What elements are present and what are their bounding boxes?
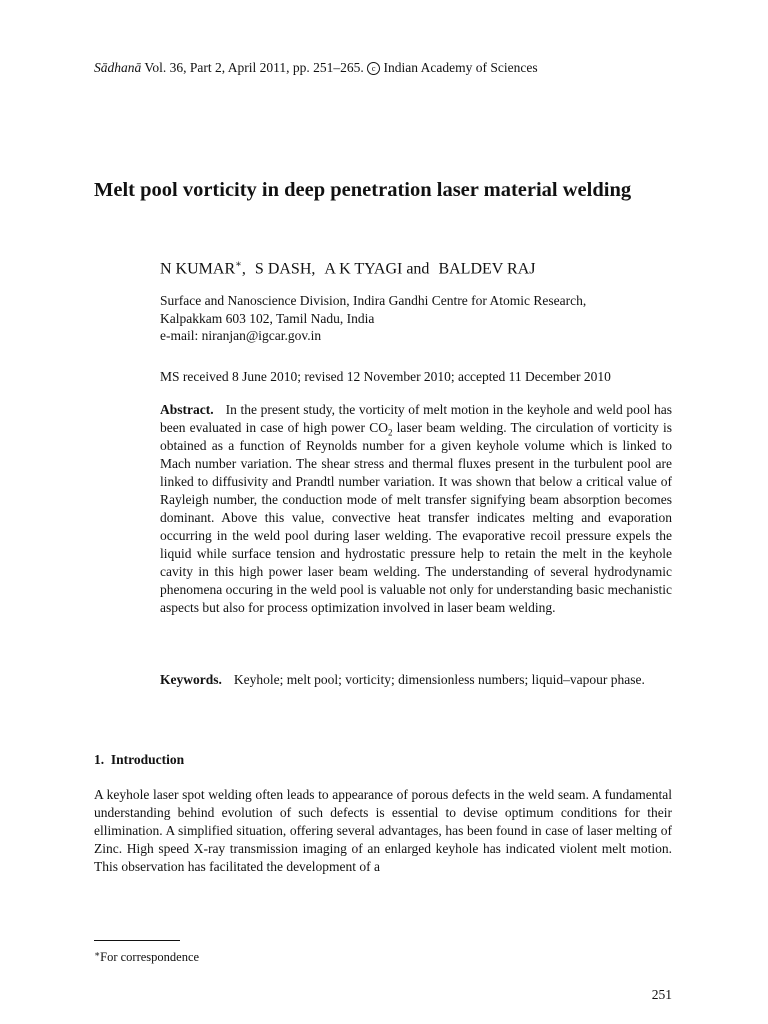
footnote-mark: ∗ [94, 949, 101, 959]
keywords-label: Keywords. [160, 672, 222, 687]
footnote-text: For correspondence [100, 950, 200, 964]
keywords-text: Keyhole; melt pool; vorticity; dimensionless numbers; liquid–vapour phase. [233, 672, 645, 687]
abstract-text: laser beam welding. The circulation of vorticity is obtained as a function of Reynolds number for a given keyhole volume which is linked to Mach number variation. The shear stress and thermal fluxes present in the turbulent pool are linked to diffusivity and Prandtl number variation. It was shown that below a critical value of Rayleigh number, the conduction mode of melt transfer signifying beam absorption becomes dominant. Above this value, convective heat transfer indicates melting and evaporation occurring in the weld pool during laser welding. The evaporative recoil pressure expels the liquid while surface tension and hydrostatic pressure help to retain the melt in the keyhole cavity in this high power laser beam welding. The understanding of several hydrodynamic phenomena occuring in the weld pool is valuable not only for understanding basic mechanistic aspects but also for process optimization involved in laser beam welding. [160, 420, 672, 615]
affiliation-line: Kalpakkam 603 102, Tamil Nadu, India [160, 310, 375, 326]
abstract-text: In the present study, the vorticity of melt motion in the keyhole and weld pool has been evaluated in case of high power CO [160, 402, 672, 435]
author-name: N KUMAR [160, 260, 236, 278]
paper-title: Melt pool vorticity in deep penetration laser material welding [94, 179, 632, 201]
intro-paragraph: A keyhole laser spot welding often leads to appearance of porous defects in the weld seam. A fundamental understanding behind evolution of such defects is essential to devise optimum conditions for their ellimination. A simplified situation, offering several advantages, has been found in case of laser melting of Zinc. High speed X-ray transmission imaging of an enlarged keyhole has indicated violent melt motion. This observation has facilitated the development of a [94, 787, 672, 874]
journal-details: Vol. 36, Part 2, April 2011, pp. 251–265. [144, 60, 364, 75]
page-number: 251 [651, 987, 672, 1002]
abstract [160, 401, 672, 617]
author-footnote-mark: ∗ [235, 259, 242, 270]
section-number: 1. [94, 752, 105, 767]
author-email[interactable]: e-mail: niranjan@igcar.gov.in [160, 328, 322, 343]
author-name: BALDEV RAJ [438, 260, 536, 278]
abstract-subscript: 2 [387, 427, 393, 438]
affiliation-line: Surface and Nanoscience Division, Indira Gandhi Centre for Atomic Research, [160, 293, 587, 308]
running-head [94, 59, 694, 77]
author-list: N KUMAR∗, S DASH, A K TYAGI and BALDEV RAJ [160, 259, 536, 278]
section-title: Introduction [110, 752, 185, 767]
footnote [94, 946, 494, 965]
keywords [160, 671, 672, 689]
abstract-label: Abstract. [160, 402, 214, 417]
author-name: A K TYAGI [324, 260, 403, 278]
publisher-name: Indian Academy of Sciences [383, 60, 538, 75]
affiliation [160, 292, 680, 345]
author-name: S DASH [254, 260, 312, 278]
author-conjunction: and [406, 260, 430, 278]
section-heading [94, 751, 494, 769]
manuscript-dates: MS received 8 June 2010; revised 12 November 2010; accepted 11 December 2010 [160, 369, 611, 384]
footnote-rule [94, 940, 180, 941]
copyright-icon: c [367, 62, 380, 75]
journal-name: Sādhanā [94, 60, 142, 75]
